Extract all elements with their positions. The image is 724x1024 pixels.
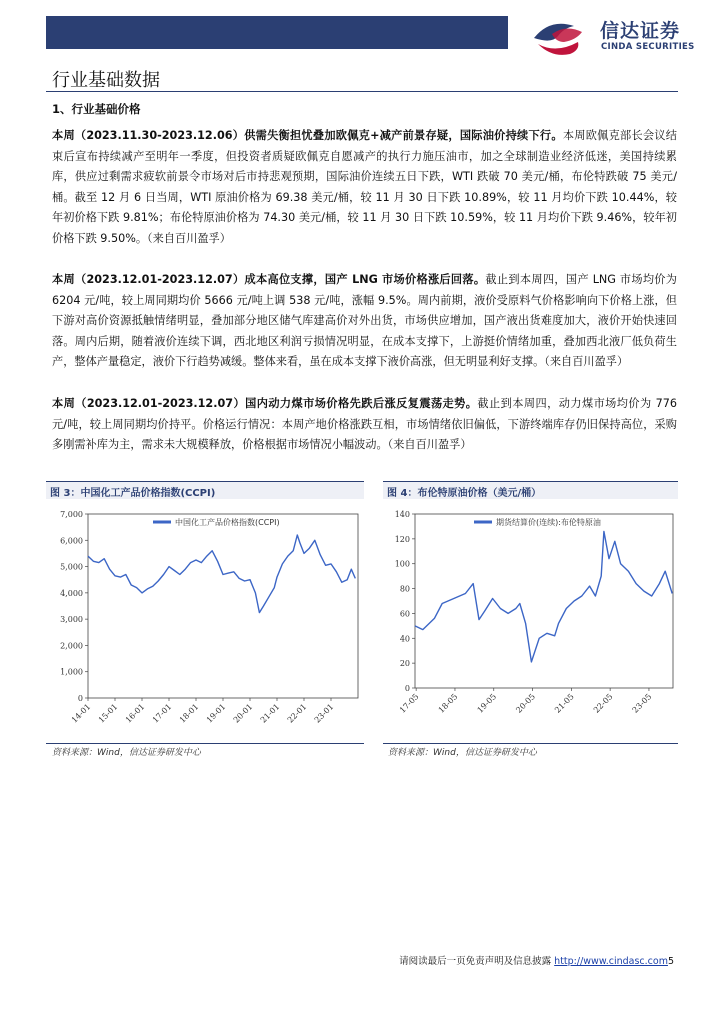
x-tick-label: 22-05 [591, 692, 615, 715]
figure-4-caption-bar [383, 481, 678, 499]
section-title: 行业基础数据 [52, 70, 160, 91]
paragraph-body: 截止到本周四，国产 LNG 市场均价为 6204 元/吨，较上周同期均价 5666 元/吨上调 538 元/吨，涨幅 9.5%。周内前期，液价受原料气价格影响向下价格上涨，但下游对高价资源抵触情绪明显，叠加部分地区储气库建高价对外出货，市场供应增加，国产液出货难度加大，液价开始快速回落。周内后期，随着液价连续下调，西北地区利润亏损情况明显，在成本支撑下，上游挺价情绪加重，叠加西北液厂低负荷生产，整体产量稳定，液价下行趋势减缓。整体来看，虽在成本支撑下液价高涨，但无明显利好支撑。（来自百川盈孚） [52, 273, 677, 368]
figure-3-source: 资料来源：Wind，信达证券研发中心 [52, 748, 201, 758]
y-tick-label: 0 [404, 684, 410, 693]
legend-label: 期货结算价(连续):布伦特原油 [496, 518, 601, 527]
plot-frame [88, 514, 358, 698]
x-tick-label: 19-05 [475, 692, 499, 715]
x-tick-label: 19-01 [204, 702, 228, 725]
legend-label: 中国化工产品价格指数(CCPI) [175, 518, 280, 527]
x-tick-label: 15-01 [96, 702, 120, 725]
y-tick-label: 20 [399, 659, 410, 669]
x-tick-label: 18-01 [177, 702, 201, 725]
y-tick-label: 4,000 [60, 588, 83, 598]
x-tick-label: 23-01 [312, 702, 336, 725]
brent-line-chart [383, 500, 678, 738]
x-tick-label: 21-05 [553, 692, 576, 715]
y-tick-label: 60 [399, 609, 410, 619]
figure-4-caption: 图 4：布伦特原油价格（美元/桶） [387, 488, 542, 499]
x-tick-label: 16-01 [123, 702, 147, 725]
header-bar [46, 16, 508, 49]
y-tick-label: 0 [77, 694, 83, 703]
figure-3-source-divider [46, 743, 364, 744]
y-tick-label: 1,000 [60, 667, 83, 677]
y-tick-label: 120 [394, 534, 410, 544]
figure-4-source: 资料来源：Wind，信达证券研发中心 [388, 748, 537, 758]
x-tick-label: 21-01 [258, 702, 282, 725]
subheading-industry-prices: 1、行业基础价格 [52, 102, 141, 116]
y-tick-label: 2,000 [60, 641, 83, 651]
figure-3-caption-bar [46, 481, 364, 499]
logo-chinese-name: 信达证券 [600, 20, 681, 42]
figure-4-source-divider [383, 743, 678, 744]
footer [399, 953, 674, 967]
x-tick-label: 17-01 [150, 702, 174, 725]
series-line [88, 535, 355, 613]
y-tick-label: 40 [399, 634, 410, 644]
paragraph-lng [52, 270, 677, 373]
paragraph-crude-oil [52, 126, 677, 249]
y-tick-label: 3,000 [60, 615, 83, 625]
logo-english-name: CINDA SECURITIES [601, 42, 695, 52]
figure-3-caption: 图 3：中国化工产品价格指数(CCPI) [50, 488, 216, 499]
series-line [415, 531, 672, 662]
ccpi-line-chart [46, 500, 364, 738]
paragraph-lead: 本周（2023.12.01-2023.12.07）国内动力煤市场价格先跌后涨反复震荡走势。 [52, 397, 478, 410]
x-tick-label: 20-05 [514, 692, 537, 715]
title-divider [46, 91, 678, 92]
y-tick-label: 5,000 [60, 562, 83, 572]
y-tick-label: 6,000 [60, 536, 83, 546]
paragraph-lead: 本周（2023.12.01-2023.12.07）成本高位支撑，国产 LNG 市场价格涨后回落。 [52, 273, 486, 286]
y-tick-label: 7,000 [60, 510, 83, 519]
y-tick-label: 100 [394, 559, 410, 569]
paragraph-body: 本周欧佩克部长会议结束后宣布持续减产至明年一季度，但投资者质疑欧佩克自愿减产的执行力施压油市，加之全球制造业经济低迷，美国持续累库，供应过剩需求疲软前景令市场对后市持悲观预期，国际油价连续五日下跌，WTI 跌破 70 美元/桶，布伦特跌破 75 美元/桶。截至 12 月 6 日当周，WTI 原油价格为 69.38 美元/桶，较 11 月 30 日下跌 10.89%，较 11 月均价下跌 10.44%，较年初价格下跌 9.81%；布伦特原油价格为 74.30 美元/桶，较 11 月 30 日下跌 10.59%，较 11 月均价下跌 9.46%，较年初价格下跌 9.50%。（来自百川盈孚） [52, 129, 677, 245]
x-tick-label: 20-01 [231, 702, 255, 725]
plot-frame [415, 514, 673, 688]
x-tick-label: 22-01 [285, 702, 309, 725]
footer-disclaimer: 请阅读最后一页免责声明及信息披露 [399, 956, 552, 967]
footer-link[interactable]: http://www.cindasc.com [554, 956, 668, 967]
page-number: 5 [667, 956, 674, 967]
x-tick-label: 14-01 [69, 702, 93, 725]
x-tick-label: 17-05 [397, 692, 421, 715]
paragraph-lead: 本周（2023.11.30-2023.12.06）供需失衡担忧叠加欧佩克+减产前景存疑，国际油价持续下行。 [52, 129, 563, 142]
y-tick-label: 140 [394, 510, 410, 519]
x-tick-label: 18-05 [436, 692, 460, 715]
y-tick-label: 80 [399, 584, 410, 594]
paragraph-thermal-coal [52, 394, 677, 456]
x-tick-label: 23-05 [630, 692, 654, 715]
paragraph-body: 截止到本周四，动力煤市场均价为 776 元/吨，较上周同期均价持平。价格运行情况：本周产地价格涨跌互相，市场情绪依旧偏低，下游终端库存仍旧保持高位，采购多刚需补库为主，需求未大规模释放，价格根据市场情况小幅波动。（来自百川盈孚） [52, 397, 677, 451]
